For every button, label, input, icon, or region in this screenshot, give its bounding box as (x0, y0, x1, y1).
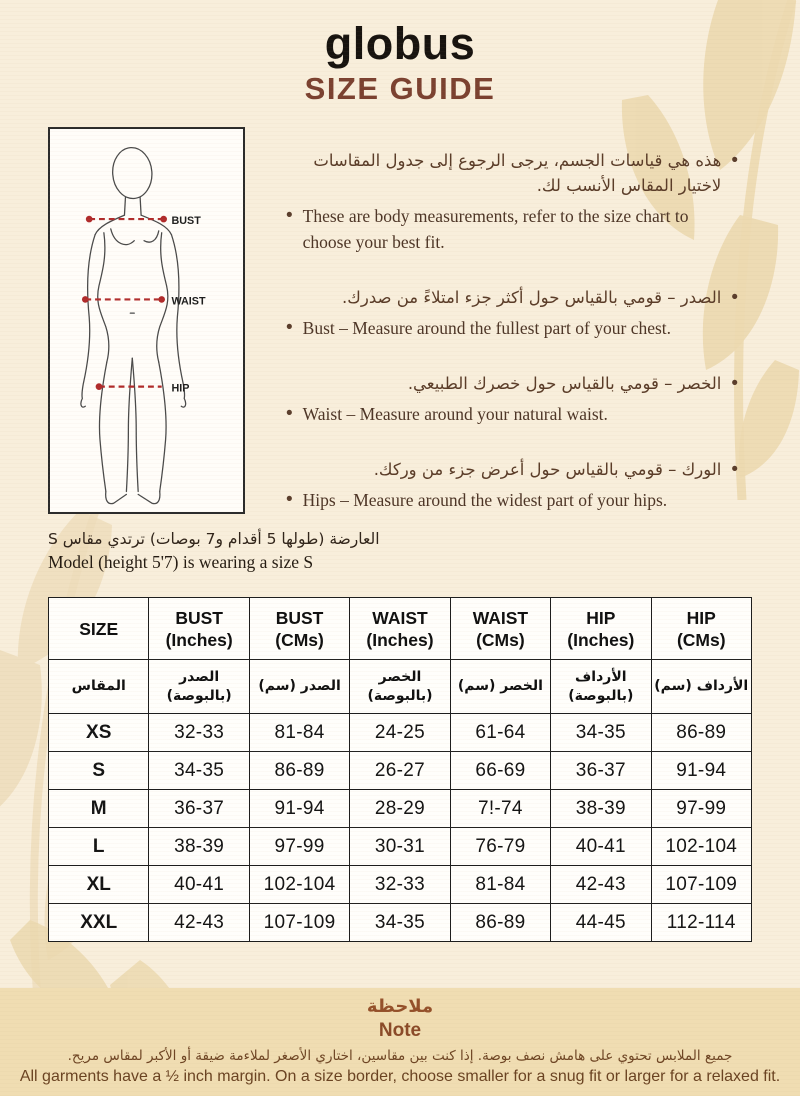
size-value: 42-43 (149, 904, 249, 942)
size-value: 7!-74 (450, 790, 550, 828)
instruction-text-en: Bust – Measure around the fullest part of your chest. (302, 318, 672, 338)
size-value: 91-94 (651, 752, 751, 790)
size-value: 34-35 (149, 752, 249, 790)
size-value: 42-43 (551, 866, 651, 904)
column-header-ar-0: المقاس (49, 660, 149, 714)
size-value: 40-41 (149, 866, 249, 904)
bullet-dot-icon: • (286, 489, 293, 510)
instruction-item-ar (286, 285, 738, 310)
size-value: 86-89 (249, 752, 349, 790)
model-note-ar: العارضة (طولها 5 أقدام و7 بوصات) ترتدي مقاس S (48, 530, 380, 548)
column-header-ar-6: الأرداف (سم) (651, 660, 751, 714)
size-value: 36-37 (149, 790, 249, 828)
size-value: 81-84 (450, 866, 550, 904)
size-value: 28-29 (350, 790, 450, 828)
note-heading-ar: ملاحظة (366, 996, 434, 1017)
bullet-dot-icon: • (731, 150, 738, 171)
size-value: 102-104 (651, 828, 751, 866)
size-table-body (49, 714, 752, 942)
bullet-dot-icon: • (731, 459, 738, 480)
bullet-dot-icon: • (731, 373, 738, 394)
note-body-ar: جميع الملابس تحتوي على هامش نصف بوصة. إذا كنت بين مقاسين، اختاري الأصغر لملاءمة ضيقة أو الأكبر لمقاس مريح. (67, 1048, 733, 1064)
size-label: L (49, 828, 149, 866)
instruction-text-en: These are body measurements, refer to the size chart to choose your best fit. (302, 206, 689, 252)
size-value: 91-94 (249, 790, 349, 828)
waist-measure-line (82, 295, 206, 307)
instruction-text-en: Waist – Measure around your natural waist. (302, 404, 608, 424)
instruction-list (286, 148, 738, 513)
instruction-item-en (286, 401, 738, 427)
table-row-m (49, 790, 752, 828)
size-label: XL (49, 866, 149, 904)
size-value: 32-33 (149, 714, 249, 752)
instruction-group (286, 148, 738, 255)
column-header-hip-cms: HIP (CMs) (651, 598, 751, 660)
instruction-text-ar: الورك – قومي بالقياس حول أعرض جزء من وركك. (373, 460, 722, 479)
instruction-item-ar (286, 457, 738, 482)
table-row-s (49, 752, 752, 790)
instruction-group (286, 457, 738, 513)
instruction-item-ar (286, 148, 738, 198)
instruction-text-ar: هذه هي قياسات الجسم، يرجى الرجوع إلى جدول المقاسات لاختيار المقاس الأنسب لك. (313, 151, 722, 195)
size-value: 44-45 (551, 904, 651, 942)
hip-label: HIP (171, 382, 190, 395)
column-header-hip-inches: HIP (Inches) (551, 598, 651, 660)
bullet-dot-icon: • (286, 403, 293, 424)
column-header-ar-3: الخصر (بالبوصة) (350, 660, 450, 714)
column-header-bust-inches: BUST (Inches) (149, 598, 249, 660)
column-header-bust-cms: BUST (CMs) (249, 598, 349, 660)
size-label: M (49, 790, 149, 828)
size-value: 107-109 (651, 866, 751, 904)
bust-label: BUST (171, 215, 201, 227)
instruction-item-en (286, 487, 738, 513)
instruction-item-en (286, 315, 738, 341)
size-value: 97-99 (651, 790, 751, 828)
bullet-dot-icon: • (731, 287, 738, 308)
bullet-dot-icon: • (286, 205, 293, 226)
size-value: 30-31 (350, 828, 450, 866)
instruction-group (286, 285, 738, 341)
size-value: 38-39 (149, 828, 249, 866)
size-value: 86-89 (651, 714, 751, 752)
size-value: 34-35 (350, 904, 450, 942)
header-row-en (49, 598, 752, 660)
model-note-en: Model (height 5'7) is wearing a size S (48, 552, 314, 572)
size-value: 26-27 (350, 752, 450, 790)
column-header-waist-cms: WAIST (CMs) (450, 598, 550, 660)
brand-logo: globus (324, 18, 476, 69)
size-table (48, 597, 752, 942)
size-value: 81-84 (249, 714, 349, 752)
instruction-text-ar: الخصر – قومي بالقياس حول خصرك الطبيعي. (407, 374, 722, 393)
size-value: 36-37 (551, 752, 651, 790)
size-value: 66-69 (450, 752, 550, 790)
body-measurement-diagram (48, 127, 245, 514)
instruction-group (286, 371, 738, 427)
size-label: S (49, 752, 149, 790)
size-value: 38-39 (551, 790, 651, 828)
size-label: XXL (49, 904, 149, 942)
instruction-text-en: Hips – Measure around the widest part of your hips. (302, 490, 668, 510)
size-value: 86-89 (450, 904, 550, 942)
mannequin-figure (50, 129, 243, 512)
size-value: 107-109 (249, 904, 349, 942)
table-row-xxl (49, 904, 752, 942)
waist-label: WAIST (171, 295, 206, 308)
model-note (48, 528, 568, 573)
header (0, 20, 800, 107)
column-header-ar-4: الخصر (سم) (450, 660, 550, 714)
size-value: 32-33 (350, 866, 450, 904)
instruction-item-ar (286, 371, 738, 396)
size-value: 76-79 (450, 828, 550, 866)
bullet-dot-icon: • (286, 317, 293, 338)
instruction-text-ar: الصدر – قومي بالقياس حول أكثر جزء امتلاءً من صدرك. (342, 288, 722, 307)
page-title: SIZE GUIDE (304, 71, 496, 107)
column-header-ar-5: الأرداف (بالبوصة) (551, 660, 651, 714)
size-value: 102-104 (249, 866, 349, 904)
table-row-xl (49, 866, 752, 904)
size-value: 40-41 (551, 828, 651, 866)
note-body-en: All garments have a ½ inch margin. On a size border, choose smaller for a snug fit or larger for a relaxed fit. (19, 1068, 781, 1085)
table-row-l (49, 828, 752, 866)
header-row-ar (49, 660, 752, 714)
hip-measure-line (96, 383, 190, 395)
table-row-xs (49, 714, 752, 752)
size-label: XS (49, 714, 149, 752)
instruction-item-en (286, 203, 738, 255)
column-header-ar-2: الصدر (سم) (249, 660, 349, 714)
column-header-ar-1: الصدر (بالبوصة) (149, 660, 249, 714)
note-section (0, 988, 800, 1096)
note-heading-en: Note (378, 1020, 422, 1041)
size-value: 112-114 (651, 904, 751, 942)
size-value: 24-25 (350, 714, 450, 752)
column-header-size: SIZE (49, 598, 149, 660)
column-header-waist-inches: WAIST (Inches) (350, 598, 450, 660)
size-value: 61-64 (450, 714, 550, 752)
size-table-head (49, 598, 752, 714)
size-value: 97-99 (249, 828, 349, 866)
size-value: 34-35 (551, 714, 651, 752)
